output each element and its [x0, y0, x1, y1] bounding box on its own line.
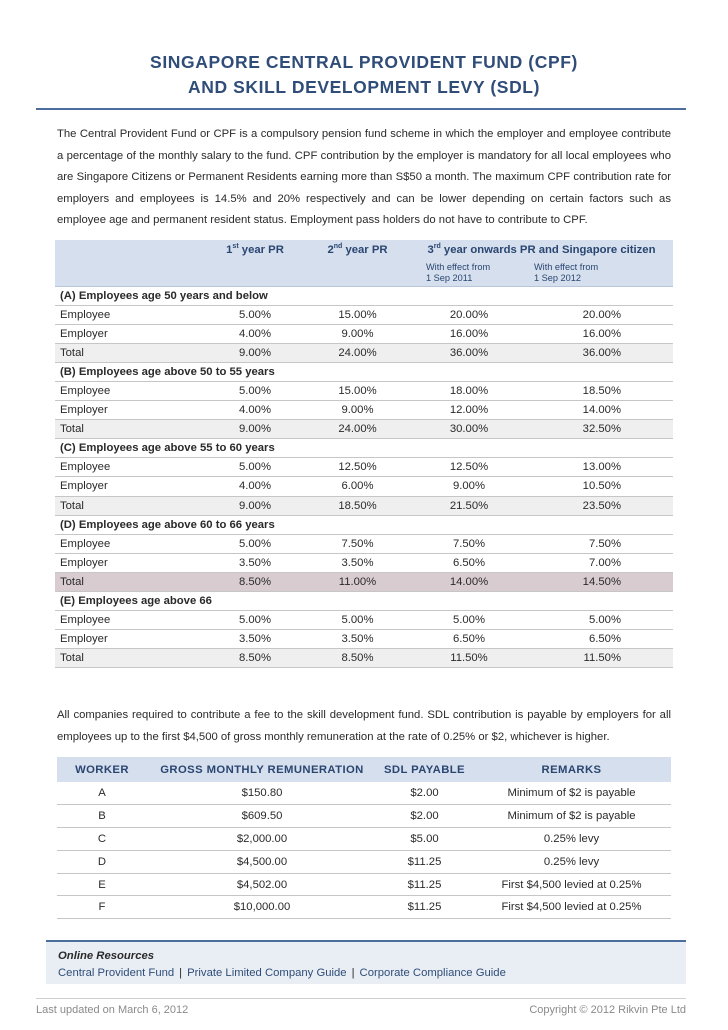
- cpf-rate-cell: 20.00%: [410, 305, 528, 324]
- footer-last-updated: Last updated on March 6, 2012: [36, 1004, 189, 1016]
- cpf-rate-cell: 6.00%: [305, 477, 410, 496]
- cpf-rate-cell: 3.50%: [205, 630, 305, 649]
- cpf-rate-cell: 6.50%: [410, 553, 528, 572]
- cpf-row: [55, 630, 673, 649]
- sdl-cell-sdl: $11.25: [377, 850, 472, 873]
- sdl-cell-sdl: $2.00: [377, 782, 472, 805]
- sdl-cell-worker: B: [57, 805, 147, 828]
- cpf-rate-cell: 20.00%: [528, 305, 673, 324]
- cpf-row: [55, 534, 673, 553]
- cpf-rate-cell: 23.50%: [528, 496, 673, 515]
- cpf-rate-cell: 7.50%: [410, 534, 528, 553]
- sdl-table-row: [57, 850, 671, 873]
- cpf-total-row: [55, 649, 673, 668]
- cpf-row: [55, 553, 673, 572]
- online-resources-title: Online Resources: [58, 950, 155, 962]
- cpf-rate-cell: 11.50%: [528, 649, 673, 668]
- cpf-rate-cell: 15.00%: [305, 305, 410, 324]
- cpf-rate-cell: 13.00%: [528, 458, 673, 477]
- footer-copyright: Copyright © 2012 Rikvin Pte Ltd: [529, 1004, 686, 1016]
- online-resources-box: [46, 940, 686, 984]
- link-private-limited-company-guide[interactable]: Private Limited Company Guide: [187, 967, 347, 979]
- cpf-row: [55, 381, 673, 400]
- cpf-rate-cell: 9.00%: [205, 343, 305, 362]
- cpf-rate-cell: 5.00%: [205, 534, 305, 553]
- sdl-cell-worker: A: [57, 782, 147, 805]
- cpf-rate-cell: 7.00%: [528, 553, 673, 572]
- cpf-contribution-table: [55, 240, 673, 668]
- cpf-row-label: Employee: [55, 305, 205, 324]
- cpf-row-label: Total: [55, 649, 205, 668]
- cpf-group-title-row: [55, 439, 673, 458]
- cpf-rate-cell: 18.50%: [528, 381, 673, 400]
- sdl-cell-worker: E: [57, 873, 147, 896]
- sdl-table: [57, 757, 671, 919]
- sdl-table-row: [57, 828, 671, 851]
- cpf-row: [55, 477, 673, 496]
- sdl-cell-remarks: 0.25% levy: [472, 828, 671, 851]
- cpf-total-row: [55, 343, 673, 362]
- cpf-rate-cell: 18.00%: [410, 381, 528, 400]
- sdl-table-row: [57, 805, 671, 828]
- cpf-total-row: [55, 496, 673, 515]
- cpf-table-header: [55, 240, 673, 260]
- cpf-rate-cell: 12.50%: [410, 458, 528, 477]
- cpf-header-blank: [55, 240, 205, 260]
- footer-divider: [36, 998, 686, 999]
- cpf-row-label: Employee: [55, 534, 205, 553]
- sdl-cell-gross: $2,000.00: [147, 828, 377, 851]
- sdl-cell-gross: $4,502.00: [147, 873, 377, 896]
- page-title-line1: SINGAPORE CENTRAL PROVIDENT FUND (CPF): [150, 52, 578, 72]
- cpf-rate-cell: 10.50%: [528, 477, 673, 496]
- cpf-row-label: Employee: [55, 611, 205, 630]
- link-central-provident-fund[interactable]: Central Provident Fund: [58, 967, 175, 979]
- cpf-group-title-row: [55, 515, 673, 534]
- cpf-rate-cell: 21.50%: [410, 496, 528, 515]
- cpf-rate-cell: 5.00%: [205, 381, 305, 400]
- cpf-rate-cell: 5.00%: [305, 611, 410, 630]
- page-title-line2: AND SKILL DEVELOPMENT LEVY (SDL): [187, 77, 541, 97]
- cpf-rate-cell: 9.00%: [205, 420, 305, 439]
- online-resources-links: [58, 965, 674, 982]
- sdl-cell-worker: D: [57, 850, 147, 873]
- sdl-table-row: [57, 782, 671, 805]
- cpf-rate-cell: 3.50%: [205, 553, 305, 572]
- sdl-header-gross: GROSS MONTHLY REMUNERATION: [147, 757, 377, 782]
- title-divider: [36, 108, 686, 110]
- cpf-rate-cell: 5.00%: [205, 458, 305, 477]
- cpf-rate-cell: 14.00%: [528, 401, 673, 420]
- cpf-rate-cell: 15.00%: [305, 381, 410, 400]
- cpf-row: [55, 458, 673, 477]
- cpf-rate-cell: 36.00%: [410, 343, 528, 362]
- cpf-row-label: Employer: [55, 324, 205, 343]
- cpf-row-label: Total: [55, 572, 205, 591]
- sdl-cell-gross: $609.50: [147, 805, 377, 828]
- cpf-rate-cell: 6.50%: [410, 630, 528, 649]
- cpf-row: [55, 401, 673, 420]
- cpf-row: [55, 611, 673, 630]
- cpf-row: [55, 324, 673, 343]
- cpf-rate-cell: 11.50%: [410, 649, 528, 668]
- cpf-rate-cell: 12.50%: [305, 458, 410, 477]
- sdl-table-header: [57, 757, 671, 782]
- sdl-cell-gross: $4,500.00: [147, 850, 377, 873]
- sdl-cell-sdl: $2.00: [377, 805, 472, 828]
- sdl-cell-remarks: Minimum of $2 is payable: [472, 805, 671, 828]
- sdl-cell-gross: $150.80: [147, 782, 377, 805]
- page-title: [0, 50, 728, 100]
- sdl-header-payable: SDL PAYABLE: [377, 757, 472, 782]
- sdl-header-remarks: REMARKS: [472, 757, 671, 782]
- sdl-cell-remarks: First $4,500 levied at 0.25%: [472, 873, 671, 896]
- cpf-rate-cell: 7.50%: [528, 534, 673, 553]
- sdl-cell-sdl: $11.25: [377, 896, 472, 919]
- cpf-rate-cell: 8.50%: [205, 649, 305, 668]
- cpf-group-title-row: [55, 362, 673, 381]
- sdl-cell-remarks: Minimum of $2 is payable: [472, 782, 671, 805]
- cpf-group-title-row: [55, 286, 673, 305]
- cpf-intro-paragraph: The Central Provident Fund or CPF is a compulsory pension fund scheme in which the employer and employee contribute a percentage of the monthly salary to the fund. CPF contribution by the employer is mandatory for all local employees who are Singapore Citizens or Permanent Residents earning more than S$50 a month. The maximum CPF contribution rate for employers and employees is 14.5% and 20% respectively and can be lower depending on certain factors such as employee age and permanent resident status. Employment pass holders do not have to contribute to CPF.: [57, 128, 671, 227]
- cpf-rate-cell: 4.00%: [205, 401, 305, 420]
- cpf-table-subheader: [55, 260, 673, 286]
- cpf-group-title-row: [55, 592, 673, 611]
- cpf-row-label: Employee: [55, 381, 205, 400]
- cpf-rate-cell: 8.50%: [305, 649, 410, 668]
- sdl-header-worker: WORKER: [57, 757, 147, 782]
- sdl-table-row: [57, 873, 671, 896]
- cpf-group-title: (C) Employees age above 55 to 60 years: [55, 439, 673, 458]
- cpf-row-label: Employer: [55, 630, 205, 649]
- cpf-subheader-2011: With effect from 1 Sep 2011: [410, 260, 528, 286]
- cpf-rate-cell: 5.00%: [205, 611, 305, 630]
- cpf-rate-cell: 24.00%: [305, 420, 410, 439]
- sdl-cell-gross: $10,000.00: [147, 896, 377, 919]
- sdl-cell-sdl: $5.00: [377, 828, 472, 851]
- sdl-table-row: [57, 896, 671, 919]
- cpf-rate-cell: 9.00%: [205, 496, 305, 515]
- cpf-total-row: [55, 420, 673, 439]
- cpf-group-title: (A) Employees age 50 years and below: [55, 286, 673, 305]
- cpf-rate-cell: 24.00%: [305, 343, 410, 362]
- cpf-rate-cell: 16.00%: [410, 324, 528, 343]
- cpf-header-first-year: 1st year PR: [205, 240, 305, 260]
- link-separator: |: [179, 967, 183, 979]
- cpf-rate-cell: 12.00%: [410, 401, 528, 420]
- cpf-rate-cell: 8.50%: [205, 572, 305, 591]
- sdl-cell-worker: F: [57, 896, 147, 919]
- cpf-row-label: Employer: [55, 401, 205, 420]
- sdl-cell-remarks: 0.25% levy: [472, 850, 671, 873]
- cpf-rate-cell: 5.00%: [205, 305, 305, 324]
- link-separator: |: [351, 967, 355, 979]
- cpf-total-row: [55, 572, 673, 591]
- cpf-group-title: (B) Employees age above 50 to 55 years: [55, 362, 673, 381]
- cpf-rate-cell: 30.00%: [410, 420, 528, 439]
- cpf-row-label: Total: [55, 496, 205, 515]
- cpf-row-label: Total: [55, 420, 205, 439]
- cpf-rate-cell: 4.00%: [205, 324, 305, 343]
- cpf-rate-cell: 4.00%: [205, 477, 305, 496]
- cpf-row-label: Employer: [55, 553, 205, 572]
- sdl-intro-paragraph: All companies required to contribute a fee to the skill development fund. SDL contribution is payable by employers for all employees up to the first $4,500 of gross monthly remuneration at the rate of 0.25% or $2, whichever is higher.: [57, 709, 671, 743]
- cpf-rate-cell: 9.00%: [305, 324, 410, 343]
- cpf-rate-cell: 3.50%: [305, 630, 410, 649]
- cpf-row-label: Employer: [55, 477, 205, 496]
- link-corporate-compliance-guide[interactable]: Corporate Compliance Guide: [359, 967, 506, 979]
- cpf-rate-cell: 32.50%: [528, 420, 673, 439]
- cpf-header-second-year: 2nd year PR: [305, 240, 410, 260]
- cpf-rate-cell: 3.50%: [305, 553, 410, 572]
- cpf-rate-cell: 36.00%: [528, 343, 673, 362]
- cpf-row-label: Employee: [55, 458, 205, 477]
- cpf-subheader-2012: With effect from 1 Sep 2012: [528, 260, 673, 286]
- cpf-rate-cell: 18.50%: [305, 496, 410, 515]
- cpf-header-third-year: 3rd year onwards PR and Singapore citizen: [410, 240, 673, 260]
- cpf-rate-cell: 5.00%: [528, 611, 673, 630]
- cpf-row: [55, 305, 673, 324]
- cpf-rate-cell: 5.00%: [410, 611, 528, 630]
- cpf-rate-cell: 7.50%: [305, 534, 410, 553]
- cpf-rate-cell: 6.50%: [528, 630, 673, 649]
- cpf-group-title: (D) Employees age above 60 to 66 years: [55, 515, 673, 534]
- cpf-rate-cell: 14.00%: [410, 572, 528, 591]
- cpf-rate-cell: 11.00%: [305, 572, 410, 591]
- sdl-cell-sdl: $11.25: [377, 873, 472, 896]
- sdl-cell-worker: C: [57, 828, 147, 851]
- cpf-rate-cell: 14.50%: [528, 572, 673, 591]
- cpf-group-title: (E) Employees age above 66: [55, 592, 673, 611]
- cpf-row-label: Total: [55, 343, 205, 362]
- cpf-rate-cell: 16.00%: [528, 324, 673, 343]
- cpf-rate-cell: 9.00%: [305, 401, 410, 420]
- cpf-rate-cell: 9.00%: [410, 477, 528, 496]
- sdl-cell-remarks: First $4,500 levied at 0.25%: [472, 896, 671, 919]
